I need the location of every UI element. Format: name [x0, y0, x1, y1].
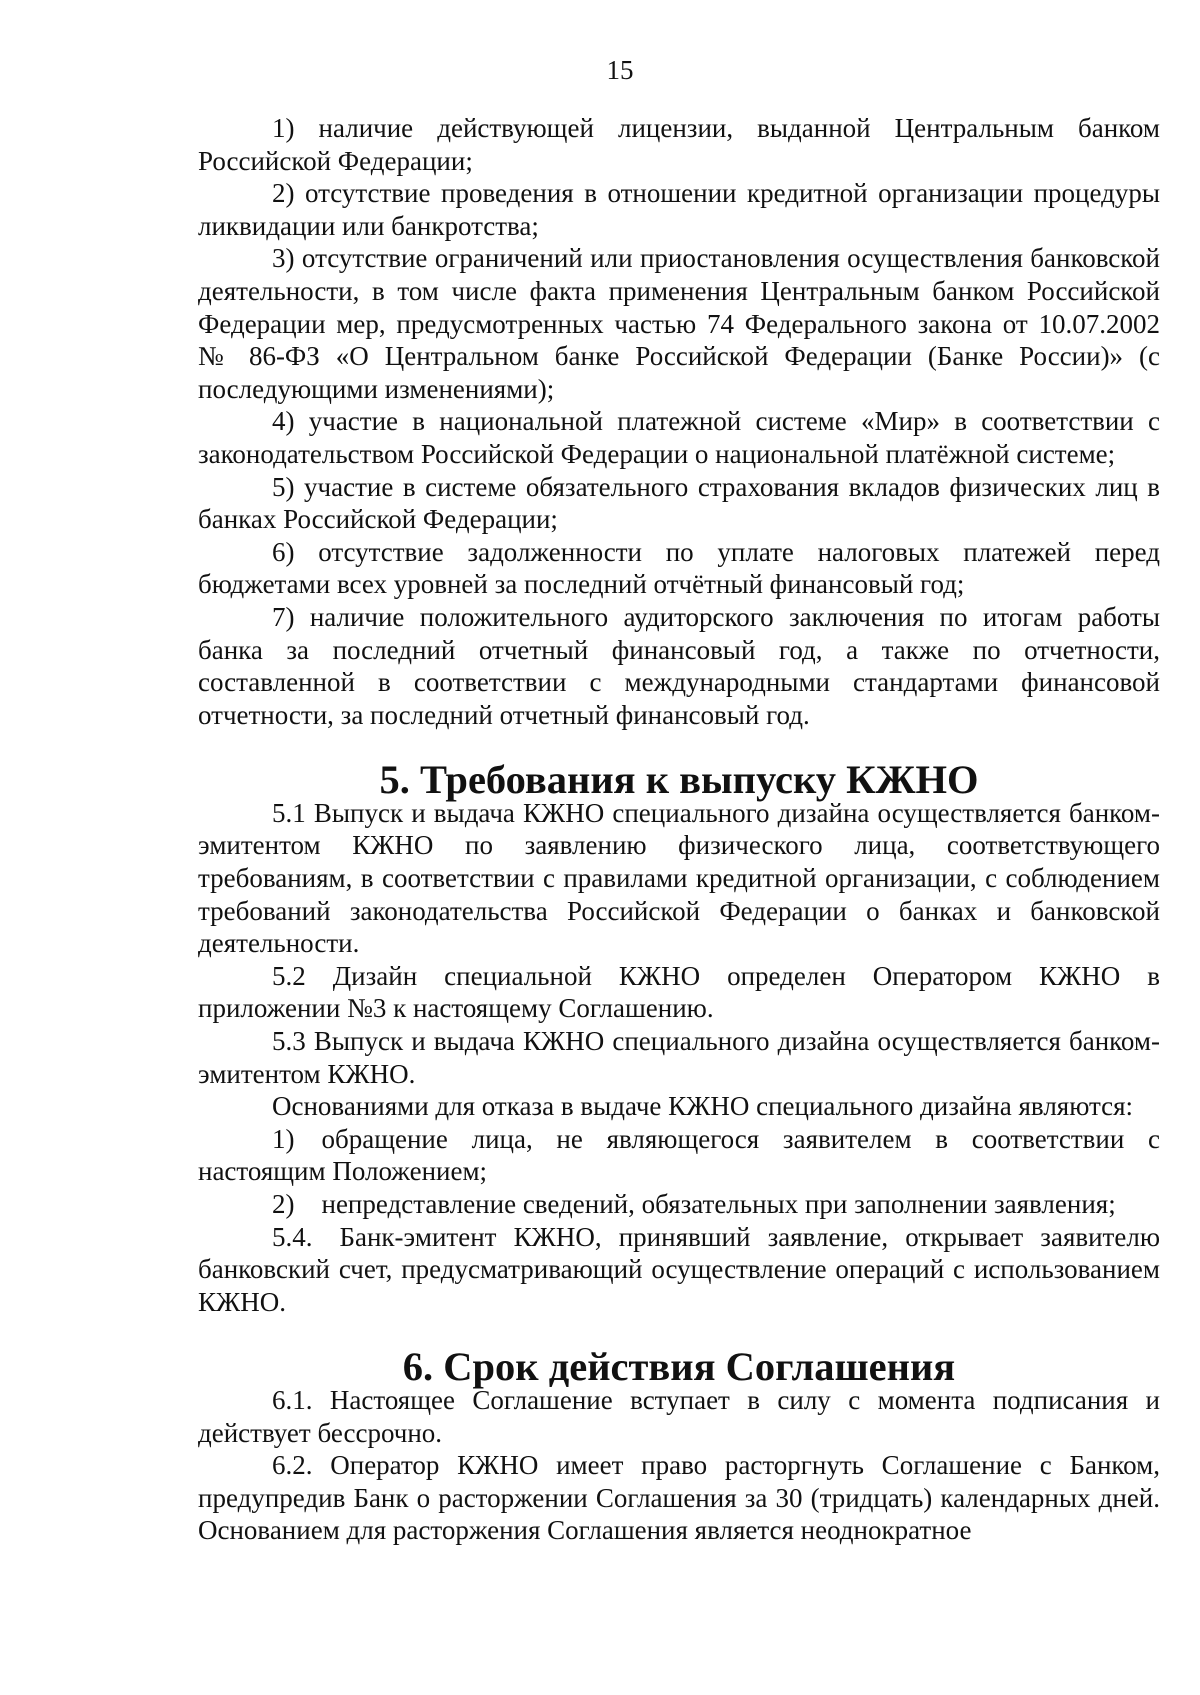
refusal-ground-1: 1) обращение лица, не являющегося заявителем в соответствии с настоящим Положением; [198, 1123, 1160, 1187]
refusal-ground-2: 2) непредставление сведений, обязательных при заполнении заявления; [272, 1189, 1116, 1219]
paragraph-5-2: 5.2 Дизайн специальной КЖНО определен Оператором КЖНО в приложении №3 к настоящему Соглашению. [198, 960, 1160, 1024]
document-body [198, 112, 1160, 1547]
paragraph-6-1: 6.1. Настоящее Соглашение вступает в силу с момента подписания и действует бессрочно. [198, 1384, 1160, 1448]
paragraph-5-1: 5.1 Выпуск и выдача КЖНО специального дизайна осуществляется банком-эмитентом КЖНО по заявлению физического лица, соответствующего требованиям, в соответствии с правилами кредитной организации, с соблюдением требований законодательства Российской Федерации о банках и банковской деятельности. [198, 797, 1160, 959]
requirement-item-7: 7) наличие положительного аудиторского заключения по итогам работы банка за последний отчетный финансовый год, а также по отчетности, составленной в соответствии с международными стандартами финансовой отчетности, за последний отчетный финансовый год. [198, 601, 1160, 730]
paragraph-5-4: 5.4. Банк-эмитент КЖНО, принявший заявление, открывает заявителю банковский счет, предусматривающий осуществление операций с использованием КЖНО. [198, 1221, 1160, 1317]
section-6-heading: 6. Срок действия Соглашения [402, 1344, 956, 1390]
paragraph-6-2: 6.2. Оператор КЖНО имеет право расторгнуть Соглашение с Банком, предупредив Банк о расторжении Соглашения за 30 (тридцать) календарных дней. Основанием для расторжения Соглашения является неоднократное [198, 1450, 1160, 1546]
requirement-item-5: 5) участие в системе обязательного страхования вкладов физических лиц в банках Российской Федерации; [198, 471, 1160, 535]
section-5-heading: 5. Требования к выпуску КЖНО [379, 757, 979, 803]
requirement-item-6: 6) отсутствие задолженности по уплате налоговых платежей перед бюджетами всех уровней за последний отчётный финансовый год; [198, 536, 1160, 600]
requirement-item-1: 1) наличие действующей лицензии, выданной Центральным банком Российской Федерации; [198, 113, 1160, 176]
page-number: 15 [606, 55, 634, 85]
paragraph-5-3: 5.3 Выпуск и выдача КЖНО специального дизайна осуществляется банком-эмитентом КЖНО. [198, 1026, 1160, 1089]
requirement-item-4: 4) участие в национальной платежной системе «Мир» в соответствии с законодательством Российской Федерации о национальной платёжной системе; [198, 406, 1160, 469]
requirement-item-2: 2) отсутствие проведения в отношении кредитной организации процедуры ликвидации или банкротства; [198, 178, 1160, 241]
refusal-grounds-intro: Основаниями для отказа в выдаче КЖНО специального дизайна являются: [272, 1091, 1134, 1122]
requirement-item-3: 3) отсутствие ограничений или приостановления осуществления банковской деятельности, в том числе факта применения Центральным банком Российской Федерации мер, предусмотренных частью 74 Федерального закона от 10.07.2002 № 86-ФЗ «О Центральном банке Российской Федерации (Банке России)» (с последующими изменениями); [198, 243, 1160, 404]
